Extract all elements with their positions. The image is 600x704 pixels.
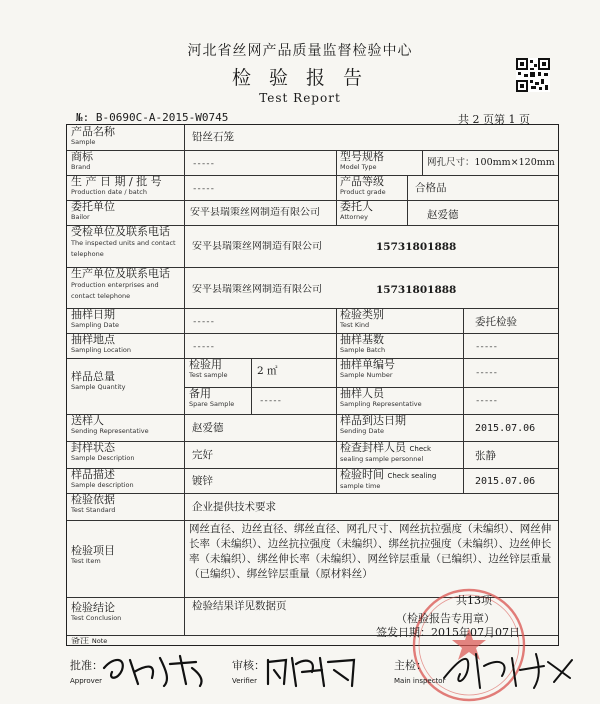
test-item-value: 网丝直径、边丝直径、绑丝直径、网孔尺寸、网丝抗拉强度（未编织）、网丝伸长率（未编织）、边丝抗拉强度（未编织）、绑丝抗拉强度（未编织）、边丝伸长率（未编织）、绑丝伸长率（未编织）、网丝锌层重量（已编织）、边丝锌层重量（已编织）、绑丝锌层重量（原材料丝） <box>189 523 552 580</box>
verifier-signature <box>262 650 362 690</box>
inspected-unit-value: 安平县瑞策丝网制造有限公司 <box>192 241 322 252</box>
production-enterprise-phone: 15731801888 <box>376 284 457 296</box>
model-label: 型号规格 Model Type <box>340 151 384 171</box>
seal-state-label: 封样状态 Sample Description <box>71 442 135 462</box>
production-enterprise-value: 安平县瑞策丝网制造有限公司 <box>192 284 322 295</box>
production-enterprise-label: 生产单位及联系电话 Production enterprises and contact telephone <box>71 268 170 300</box>
sampling-location-label: 抽样地点 Sampling Location <box>71 334 131 354</box>
sending-date-label: 样品到达日期 Sending Date <box>340 415 406 435</box>
page-count: 共 2 页第 1 页 <box>458 113 530 126</box>
note-label: 备注 Note <box>71 637 108 646</box>
attorney-label: 委托人 Attorney <box>340 201 373 221</box>
sample-batch-label: 抽样基数 Sample Batch <box>340 334 386 354</box>
grade-label: 产品等级 Product grade <box>340 176 386 196</box>
report-table <box>66 124 559 646</box>
sample-desc-label: 样品描述 Sample description <box>71 469 134 489</box>
test-item-label: 检验项目 Test Item <box>71 545 115 565</box>
sending-rep-value: 赵爱德 <box>192 422 224 434</box>
seal-state-value: 完好 <box>192 449 213 461</box>
seal-checker-value: 张静 <box>475 450 496 462</box>
product-name-value: 铅丝石笼 <box>192 131 234 143</box>
test-kind-label: 检验类别 Test Kind <box>340 309 384 329</box>
seal-checker-label: 检查封样人员 Check sealing sample personnel <box>340 442 432 463</box>
qr-code-icon <box>516 58 550 92</box>
spare-sample-value: ----- <box>259 396 282 406</box>
organization-name: 河北省丝网产品质量监督检验中心 <box>187 43 413 59</box>
sample-desc-value: 镀锌 <box>192 475 213 487</box>
sample-number-value: ----- <box>475 368 498 378</box>
verifier-label: 审核： Verifier <box>232 659 265 685</box>
report-title-en: Test Report <box>259 91 341 105</box>
product-name-label: 产品名称 Sample <box>71 126 115 146</box>
test-time-value: 2015.07.06 <box>475 476 536 487</box>
test-sample-value: 2 ㎡ <box>257 365 278 377</box>
inspected-unit-label: 受检单位及联系电话 The inspected units and contact telephone <box>71 226 176 258</box>
report-title: 检 验 报 告 <box>231 67 369 89</box>
test-standard-value: 企业提供技术要求 <box>192 501 276 513</box>
attorney-value: 赵爱德 <box>427 209 459 221</box>
spare-sample-label: 备用 Spare Sample <box>189 388 235 408</box>
brand-label: 商标 Brand <box>71 151 93 171</box>
inspector-label: 主检： Main inspector <box>394 659 446 685</box>
seal-note: （检验报告专用章） <box>396 612 495 625</box>
sampling-rep-label: 抽样人员 Sampling Representative <box>340 388 422 408</box>
grade-value: 合格品 <box>415 182 447 194</box>
conclusion-pages: 共13项 <box>456 594 492 607</box>
sampling-location-value: ----- <box>192 342 215 352</box>
test-sample-label: 检验用 Test sample <box>189 359 228 379</box>
bailor-value: 安平县瑞策丝网制造有限公司 <box>190 207 320 218</box>
approver-signature <box>100 650 210 690</box>
production-date-label: 生 产 日 期 / 批 号 Production date / batch <box>71 176 162 196</box>
conclusion-value: 检验结果详见数据页 <box>192 600 287 612</box>
sampling-date-label: 抽样日期 Sampling Date <box>71 309 120 329</box>
approver-label: 批准： Approver <box>70 659 103 685</box>
sampling-rep-value: ----- <box>475 396 498 406</box>
inspected-unit-phone: 15731801888 <box>376 241 457 253</box>
sending-rep-label: 送样人 Sending Representative <box>71 415 149 435</box>
model-value: 网孔尺寸：100mm×120mm <box>427 157 555 168</box>
report-number: №: B-0690C-A-2015-W0745 <box>76 111 229 124</box>
test-standard-label: 检验依据 Test Standard <box>71 494 116 514</box>
sample-quantity-label: 样品总量 Sample Quantity <box>71 371 126 391</box>
sample-batch-value: ----- <box>475 342 498 352</box>
bailor-label: 委托单位 Bailor <box>71 201 115 221</box>
inspector-signature <box>440 648 580 692</box>
test-kind-value: 委托检验 <box>475 316 517 328</box>
conclusion-label: 检验结论 Test Conclusion <box>71 601 122 622</box>
test-time-label: 检验时间 Check sealing sample time <box>340 469 437 490</box>
issue-date: 签发日期：2015年07月07日 <box>376 626 520 639</box>
brand-value: ----- <box>192 159 215 169</box>
sample-number-label: 抽样单编号 Sample Number <box>340 359 395 379</box>
production-date-value: ----- <box>192 184 215 194</box>
sending-date-value: 2015.07.06 <box>475 423 536 434</box>
sampling-date-value: ----- <box>192 317 215 327</box>
